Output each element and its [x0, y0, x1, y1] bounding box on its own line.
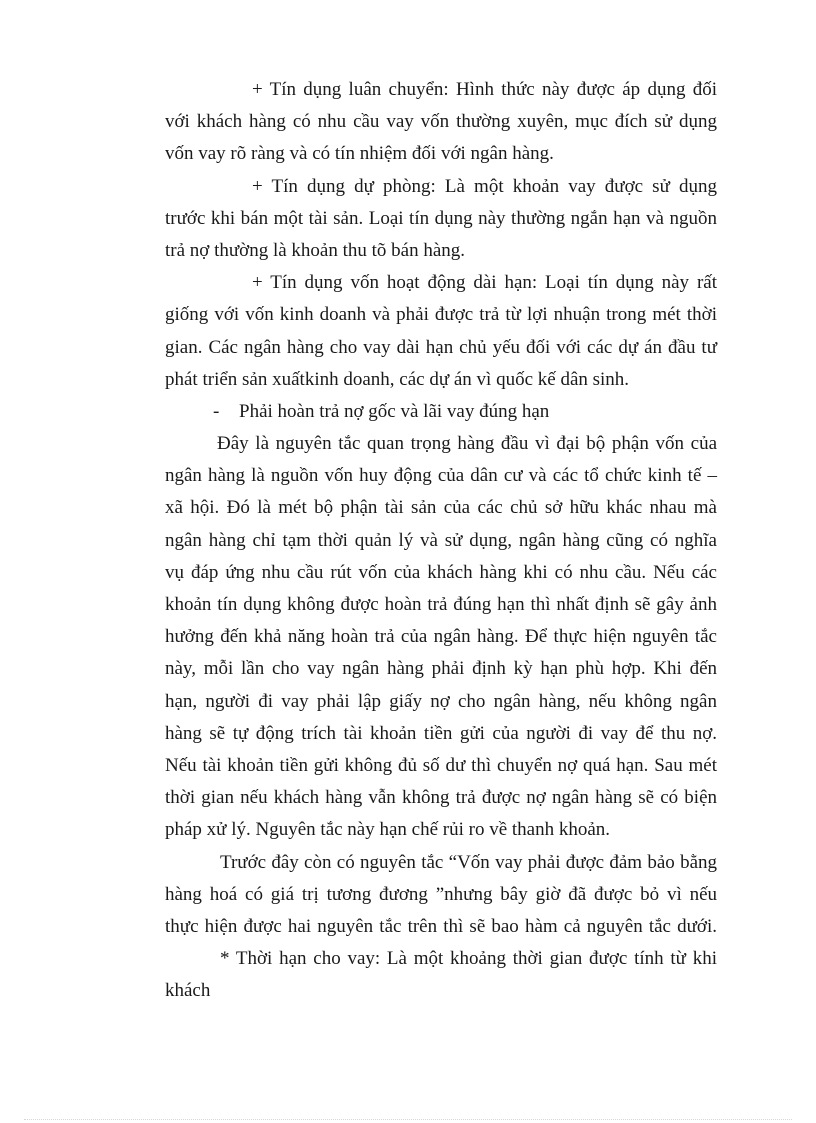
text-line: gian. Các ngân hàng cho vay dài hạn chủ yếu đối với các dự án đầu tư: [165, 336, 717, 358]
dash-marker: -: [213, 400, 220, 422]
text-line: hàng hoá có giá trị tương đương ”nhưng bây giờ đã được bỏ vì nếu: [165, 883, 717, 905]
bullet-line-long-term-credit: + Tín dụng vốn hoạt động dài hạn: Loại tín dụng này rất: [252, 272, 717, 294]
page-bottom-divider: [24, 1119, 792, 1120]
text-line: trước khi bán một tài sản. Loại tín dụng này thường ngắn hạn và nguồn: [165, 207, 717, 229]
body-text: [165, 74, 717, 1007]
bullet-line-standby-credit: + Tín dụng dự phòng: Là một khoản vay được sử dụng: [252, 175, 717, 197]
text-line: trả nợ thường là khoản thu tõ bán hàng.: [165, 239, 466, 261]
text-line: Nếu tài khoản tiền gửi không đủ số dư thì chuyển nợ quá hạn. Sau mét: [165, 754, 717, 776]
text-line: ngân hàng là nguồn vốn huy động của dân cư và các tổ chức kinh tế –: [165, 465, 717, 487]
dash-item-text: Phải hoàn trả nợ gốc và lãi vay đúng hạn: [239, 400, 550, 422]
text-line: ngân hàng chỉ tạm thời quản lý và sử dụng, ngân hàng cũng có nghĩa: [165, 529, 717, 551]
loan-term-definition-line: * Thời hạn cho vay: Là một khoảng thời gian được tính từ khi: [220, 948, 717, 970]
text-line: vụ đáp ứng nhu cầu rút vốn của khách hàng khi có nhu cầu. Nếu các: [165, 561, 717, 583]
text-line: xã hội. Đó là mét bộ phận tài sản của các chủ sở hữu khác nhau mà: [165, 497, 717, 519]
text-line: khách: [165, 980, 211, 1002]
dash-item-repayment-principle: [165, 396, 717, 428]
text-line: thực hiện được hai nguyên tắc trên thì sẽ bao hàm cả nguyên tắc dưới.: [165, 915, 717, 937]
text-line: với khách hàng có nhu cầu vay vốn thường xuyên, mục đích sử dụng: [165, 111, 717, 133]
paragraph-first-line: Đây là nguyên tắc quan trọng hàng đầu vì đại bộ phận vốn của: [217, 433, 717, 455]
text-line: hạn, người đi vay phải lập giấy nợ cho ngân hàng, nếu không ngân: [165, 690, 717, 712]
paragraph-first-line: Trước đây còn có nguyên tắc “Vốn vay phải được đảm bảo bằng: [220, 851, 717, 873]
text-line: phát triển sản xuấtkinh doanh, các dự án vì quốc kế dân sinh.: [165, 368, 630, 390]
bullet-line-rotating-credit: + Tín dụng luân chuyển: Hình thức này được áp dụng đối: [252, 79, 717, 100]
text-line: thời gian nếu khách hàng vẫn không trả được nợ ngân hàng sẽ có biện: [165, 787, 717, 809]
text-line: khoản tín dụng không được hoàn trả đúng hạn thì nhất định sẽ gây ảnh: [165, 594, 717, 615]
text-line: giống với vốn kinh doanh và phải được trả từ lợi nhuận trong mét thời: [165, 304, 717, 326]
text-line: pháp xử lý. Nguyên tắc này hạn chế rủi ro về thanh khoản.: [165, 819, 611, 841]
text-line: hàng sẽ tự động trích tài khoản tiền gửi của người đi vay để thu nợ.: [165, 722, 717, 744]
text-line: hưởng đến khả năng hoàn trả của ngân hàng. Để thực hiện nguyên tắc: [165, 626, 717, 648]
text-line: này, mỗi lần cho vay ngân hàng phải định kỳ hạn phù hợp. Khi đến: [165, 658, 717, 680]
text-line: vốn vay rõ ràng và có tín nhiệm đối với ngân hàng.: [165, 143, 554, 165]
